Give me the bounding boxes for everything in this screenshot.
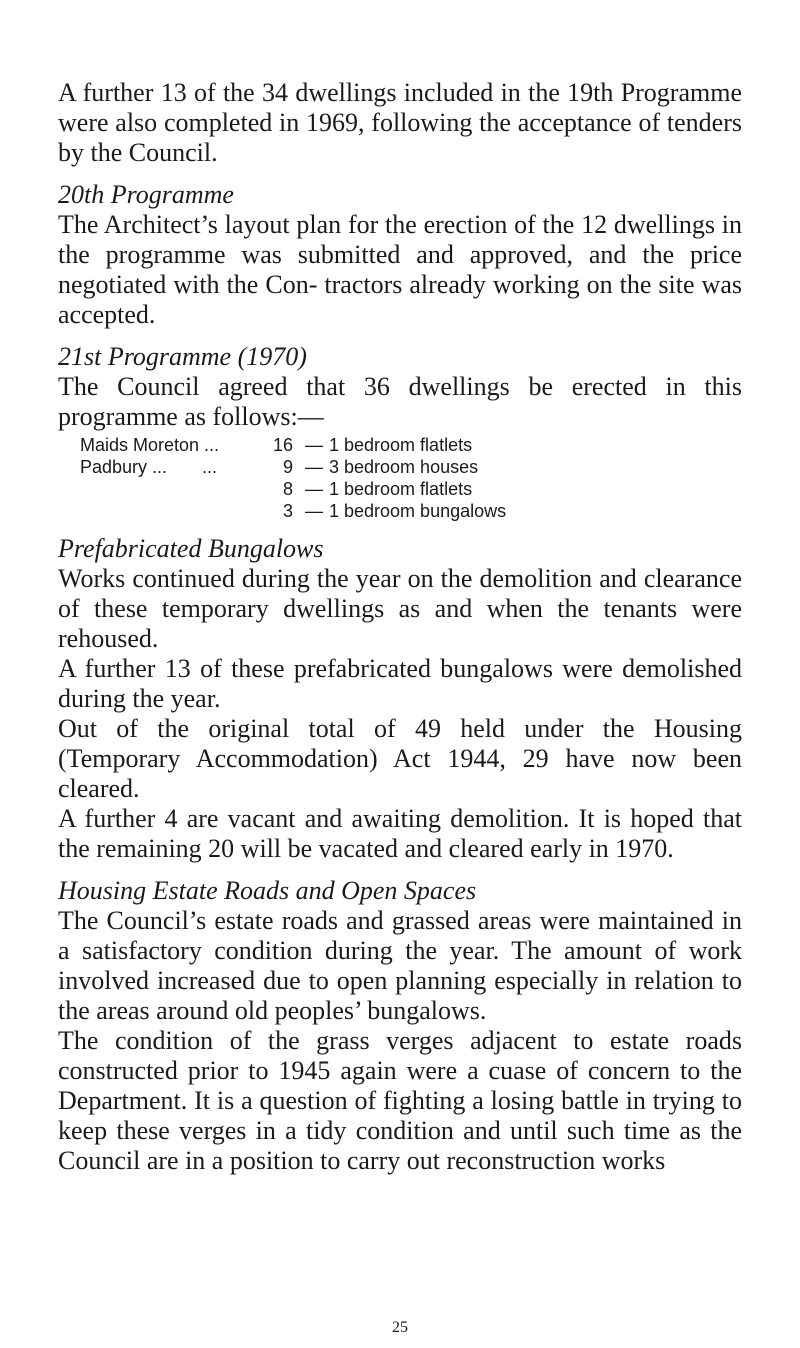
dwelling-type: 1 bedroom flatlets [329, 479, 473, 499]
site-name [80, 500, 253, 522]
site-name: Maids Moreton ... [80, 435, 220, 455]
dash: — [305, 457, 323, 477]
paragraph-prefab-demolished: A further 13 of these prefabricated bungalows were demolished during the year. [58, 654, 742, 713]
dwelling-type: 1 bedroom flatlets [329, 435, 473, 455]
paragraph-prefab-cleared: Out of the original total of 49 held under the Housing (Temporary Accommodation) Act 1944, 29 have now been cleared. [58, 714, 742, 803]
table-row [80, 478, 506, 500]
paragraph-prefab-works: Works continued during the year on the demolition and clearance of these temporary dwellings as and when the tenants were rehoused. [58, 564, 742, 653]
table-row [80, 434, 506, 456]
paragraph-grass-verges: The condition of the grass verges adjacent to estate roads constructed prior to 1945 again were a cuase of concern to the Department. It is a question of fighting a losing battle in trying to keep these verges in a tidy condition and until such time as the Council are in a position to carry out reconstruction works [58, 1026, 742, 1175]
dwelling-type: 1 bedroom bungalows [329, 501, 507, 521]
dash: — [305, 479, 323, 499]
dash: — [305, 435, 323, 455]
heading-20th-programme: 20th Programme [58, 180, 234, 209]
dwelling-count: 16 [272, 435, 293, 455]
dash: — [305, 501, 323, 521]
paragraph-roads-maintained: The Council’s estate roads and grassed areas were maintained in a satisfactory condition during the year. The amount of work involved increased due to open planning especially in relation to the areas around old peoples’ bungalows. [58, 906, 742, 1025]
paragraph-20th-programme: The Architect’s layout plan for the erection of the 12 dwellings in the programme was submitted and approved, and the price negotiated with the Con- tractors already working on the site was accepted. [58, 210, 742, 329]
heading-estate-roads: Housing Estate Roads and Open Spaces [58, 876, 477, 905]
heading-prefabricated-bungalows: Prefabricated Bungalows [58, 534, 324, 563]
table-row [80, 500, 506, 522]
dwelling-count: 9 [282, 457, 293, 477]
page-number: 25 [392, 1319, 408, 1336]
dwelling-type: 3 bedroom houses [329, 457, 479, 477]
dwelling-count: 8 [282, 479, 293, 499]
paragraph-19th-programme: A further 13 of the 34 dwellings included in the 19th Programme were also completed in 1969, following the acceptance of tenders by the Council. [58, 78, 742, 167]
dwelling-allocation-table [80, 434, 506, 522]
heading-21st-programme: 21st Programme (1970) [58, 342, 307, 371]
table-row [80, 456, 506, 478]
dwelling-count: 3 [282, 501, 293, 521]
site-name [80, 478, 253, 500]
document-page [58, 78, 742, 1176]
site-name: Padbury ... ... [80, 457, 218, 477]
paragraph-21st-programme: The Council agreed that 36 dwellings be erected in this programme as follows:— [58, 372, 742, 431]
paragraph-prefab-vacant: A further 4 are vacant and awaiting demolition. It is hoped that the remaining 20 will be vacated and cleared early in 1970. [58, 804, 742, 863]
